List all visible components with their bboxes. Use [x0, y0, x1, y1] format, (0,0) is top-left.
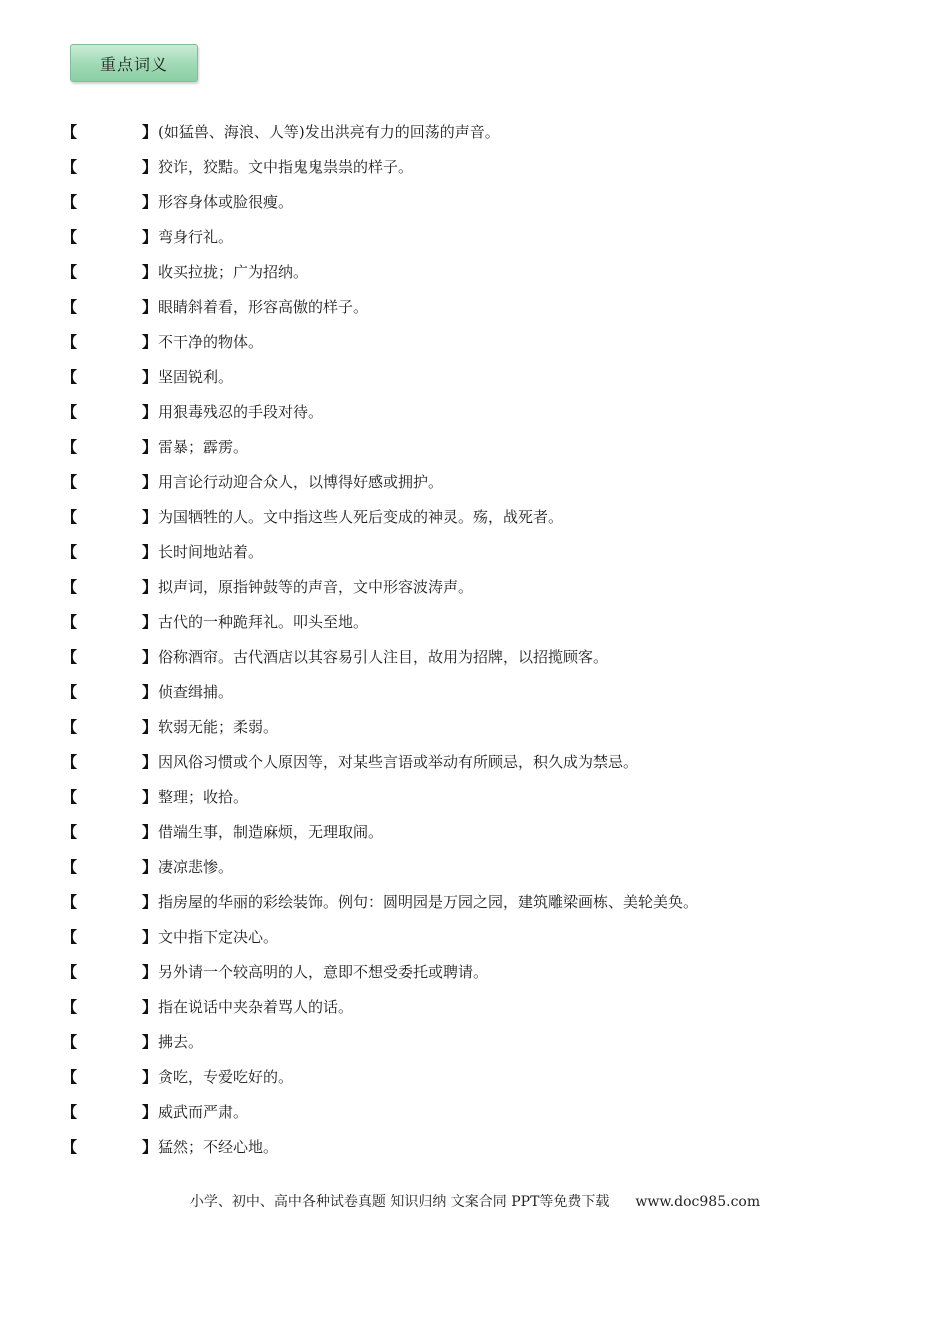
- close-bracket: 】: [142, 718, 158, 736]
- close-bracket: 】: [142, 1068, 158, 1086]
- vocabulary-entry: [62, 954, 902, 989]
- vocabulary-entry: [62, 534, 902, 569]
- close-bracket: 】: [142, 158, 158, 176]
- answer-blank[interactable]: [72, 1103, 142, 1121]
- vocabulary-entry: [62, 639, 902, 674]
- vocabulary-entry: [62, 219, 902, 254]
- close-bracket: 】: [142, 858, 158, 876]
- answer-blank[interactable]: [72, 403, 142, 421]
- open-bracket: 【: [62, 1033, 78, 1051]
- open-bracket: 【: [62, 578, 78, 596]
- open-bracket: 【: [62, 648, 78, 666]
- close-bracket: 】: [142, 683, 158, 701]
- vocabulary-entry: [62, 254, 902, 289]
- close-bracket: 】: [142, 508, 158, 526]
- close-bracket: 】: [142, 823, 158, 841]
- entry-definition: 软弱无能；柔弱。: [158, 718, 279, 736]
- entry-definition: 古代的一种跪拜礼。叩头至地。: [158, 613, 369, 631]
- open-bracket: 【: [62, 823, 78, 841]
- entry-definition: 拟声词，原指钟鼓等的声音，文中形容波涛声。: [158, 578, 474, 596]
- close-bracket: 】: [142, 543, 158, 561]
- vocabulary-entry: [62, 569, 902, 604]
- answer-blank[interactable]: [72, 368, 142, 386]
- footer-text: 小学、初中、高中各种试卷真题 知识归纳 文案合同 PPT等免费下载: [189, 1194, 610, 1210]
- open-bracket: 【: [62, 613, 78, 631]
- close-bracket: 】: [142, 263, 158, 281]
- entry-definition: 形容身体或脸很瘦。: [158, 193, 294, 211]
- entry-definition: (如猛兽、海浪、人等)发出洪亮有力的回荡的声音。: [158, 123, 500, 141]
- vocabulary-entry: [62, 709, 902, 744]
- close-bracket: 】: [142, 1138, 158, 1156]
- vocabulary-entry: [62, 429, 902, 464]
- vocabulary-entry: [62, 989, 902, 1024]
- open-bracket: 【: [62, 473, 78, 491]
- close-bracket: 】: [142, 1103, 158, 1121]
- entry-definition: 借端生事，制造麻烦，无理取闹。: [158, 823, 384, 841]
- open-bracket: 【: [62, 193, 78, 211]
- entry-definition: 眼睛斜着看，形容高傲的样子。: [158, 298, 369, 316]
- close-bracket: 】: [142, 788, 158, 806]
- vocabulary-entry: [62, 1129, 902, 1164]
- close-bracket: 】: [142, 613, 158, 631]
- vocabulary-entry: [62, 674, 902, 709]
- close-bracket: 】: [142, 473, 158, 491]
- vocabulary-entry: [62, 359, 902, 394]
- open-bracket: 【: [62, 753, 78, 771]
- close-bracket: 】: [142, 193, 158, 211]
- vocabulary-entry: [62, 499, 902, 534]
- open-bracket: 【: [62, 1068, 78, 1086]
- open-bracket: 【: [62, 333, 78, 351]
- answer-blank[interactable]: [72, 1033, 142, 1051]
- vocabulary-entry: [62, 1059, 902, 1094]
- close-bracket: 】: [142, 998, 158, 1016]
- entry-definition: 拂去。: [158, 1033, 204, 1051]
- entry-definition: 因风俗习惯或个人原因等，对某些言语或举动有所顾忌，积久成为禁忌。: [158, 753, 639, 771]
- answer-blank[interactable]: [72, 298, 142, 316]
- entry-definition: 弯身行礼。: [158, 228, 234, 246]
- open-bracket: 【: [62, 788, 78, 806]
- answer-blank[interactable]: [72, 263, 142, 281]
- entry-definition: 猛然；不经心地。: [158, 1138, 279, 1156]
- close-bracket: 】: [142, 1033, 158, 1051]
- vocabulary-entry: [62, 744, 902, 779]
- close-bracket: 】: [142, 403, 158, 421]
- open-bracket: 【: [62, 508, 78, 526]
- answer-blank[interactable]: [72, 998, 142, 1016]
- vocabulary-entry: [62, 289, 902, 324]
- close-bracket: 】: [142, 228, 158, 246]
- entry-definition: 凄凉悲惨。: [158, 858, 234, 876]
- close-bracket: 】: [142, 438, 158, 456]
- open-bracket: 【: [62, 123, 78, 141]
- answer-blank[interactable]: [72, 123, 142, 141]
- answer-blank[interactable]: [72, 613, 142, 631]
- open-bracket: 【: [62, 543, 78, 561]
- open-bracket: 【: [62, 858, 78, 876]
- vocabulary-entry: [62, 604, 902, 639]
- vocabulary-entry: [62, 919, 902, 954]
- close-bracket: 】: [142, 578, 158, 596]
- open-bracket: 【: [62, 298, 78, 316]
- open-bracket: 【: [62, 158, 78, 176]
- close-bracket: 】: [142, 123, 158, 141]
- answer-blank[interactable]: [72, 753, 142, 771]
- answer-blank[interactable]: [72, 718, 142, 736]
- vocabulary-entry: [62, 464, 902, 499]
- entry-definition: 雷暴；霹雳。: [158, 438, 249, 456]
- vocabulary-entry: [62, 1024, 902, 1059]
- open-bracket: 【: [62, 368, 78, 386]
- entry-definition: 文中指下定决心。: [158, 928, 279, 946]
- open-bracket: 【: [62, 683, 78, 701]
- entry-definition: 另外请一个较高明的人，意即不想受委托或聘请。: [158, 963, 489, 981]
- open-bracket: 【: [62, 718, 78, 736]
- entry-definition: 威武而严肃。: [158, 1103, 249, 1121]
- close-bracket: 】: [142, 928, 158, 946]
- open-bracket: 【: [62, 438, 78, 456]
- entry-definition: 指房屋的华丽的彩绘装饰。例句：圆明园是万园之园，建筑雕梁画栋、美轮美奂。: [158, 893, 699, 911]
- close-bracket: 】: [142, 893, 158, 911]
- answer-blank[interactable]: [72, 508, 142, 526]
- entry-definition: 收买拉拢；广为招纳。: [158, 263, 309, 281]
- open-bracket: 【: [62, 228, 78, 246]
- open-bracket: 【: [62, 998, 78, 1016]
- open-bracket: 【: [62, 263, 78, 281]
- entry-definition: 指在说话中夹杂着骂人的话。: [158, 998, 354, 1016]
- open-bracket: 【: [62, 1138, 78, 1156]
- close-bracket: 】: [142, 368, 158, 386]
- open-bracket: 【: [62, 963, 78, 981]
- answer-blank[interactable]: [72, 193, 142, 211]
- answer-blank[interactable]: [72, 928, 142, 946]
- entry-definition: 贪吃，专爱吃好的。: [158, 1068, 294, 1086]
- entry-definition: 坚固锐利。: [158, 368, 234, 386]
- open-bracket: 【: [62, 1103, 78, 1121]
- answer-blank[interactable]: [72, 648, 142, 666]
- close-bracket: 】: [142, 648, 158, 666]
- open-bracket: 【: [62, 403, 78, 421]
- answer-blank[interactable]: [72, 578, 142, 596]
- answer-blank[interactable]: [72, 158, 142, 176]
- section-title: 重点词义: [99, 54, 168, 74]
- answer-blank[interactable]: [72, 683, 142, 701]
- entry-definition: 用言论行动迎合众人，以博得好感或拥护。: [158, 473, 444, 491]
- open-bracket: 【: [62, 893, 78, 911]
- answer-blank[interactable]: [72, 543, 142, 561]
- vocabulary-entry: [62, 779, 902, 814]
- vocabulary-list: [62, 114, 902, 1164]
- answer-blank[interactable]: [72, 1068, 142, 1086]
- entry-definition: 不干净的物体。: [158, 333, 264, 351]
- vocabulary-entry: [62, 814, 902, 849]
- answer-blank[interactable]: [72, 788, 142, 806]
- close-bracket: 】: [142, 298, 158, 316]
- entry-definition: 狡诈，狡黠。文中指鬼鬼祟祟的样子。: [158, 158, 414, 176]
- vocabulary-entry: [62, 394, 902, 429]
- section-title-tag: [70, 44, 198, 82]
- entry-definition: 侦查缉捕。: [158, 683, 234, 701]
- footer-site-link[interactable]: www.doc985.com: [635, 1194, 761, 1210]
- vocabulary-entry: [62, 884, 902, 919]
- entry-definition: 整理；收拾。: [158, 788, 249, 806]
- close-bracket: 】: [142, 753, 158, 771]
- answer-blank[interactable]: [72, 1138, 142, 1156]
- vocabulary-entry: [62, 849, 902, 884]
- answer-blank[interactable]: [72, 438, 142, 456]
- answer-blank[interactable]: [72, 963, 142, 981]
- entry-definition: 为国牺牲的人。文中指这些人死后变成的神灵。殇，战死者。: [158, 508, 564, 526]
- vocabulary-entry: [62, 324, 902, 359]
- page-footer: [0, 1191, 950, 1211]
- answer-blank[interactable]: [72, 823, 142, 841]
- close-bracket: 】: [142, 333, 158, 351]
- answer-blank[interactable]: [72, 893, 142, 911]
- answer-blank[interactable]: [72, 858, 142, 876]
- vocabulary-entry: [62, 149, 902, 184]
- vocabulary-entry: [62, 184, 902, 219]
- vocabulary-entry: [62, 1094, 902, 1129]
- close-bracket: 】: [142, 963, 158, 981]
- answer-blank[interactable]: [72, 333, 142, 351]
- answer-blank[interactable]: [72, 228, 142, 246]
- answer-blank[interactable]: [72, 473, 142, 491]
- vocabulary-entry: [62, 114, 902, 149]
- open-bracket: 【: [62, 928, 78, 946]
- entry-definition: 俗称酒帘。古代酒店以其容易引人注目，故用为招牌，以招揽顾客。: [158, 648, 609, 666]
- entry-definition: 长时间地站着。: [158, 543, 264, 561]
- entry-definition: 用狠毒残忍的手段对待。: [158, 403, 324, 421]
